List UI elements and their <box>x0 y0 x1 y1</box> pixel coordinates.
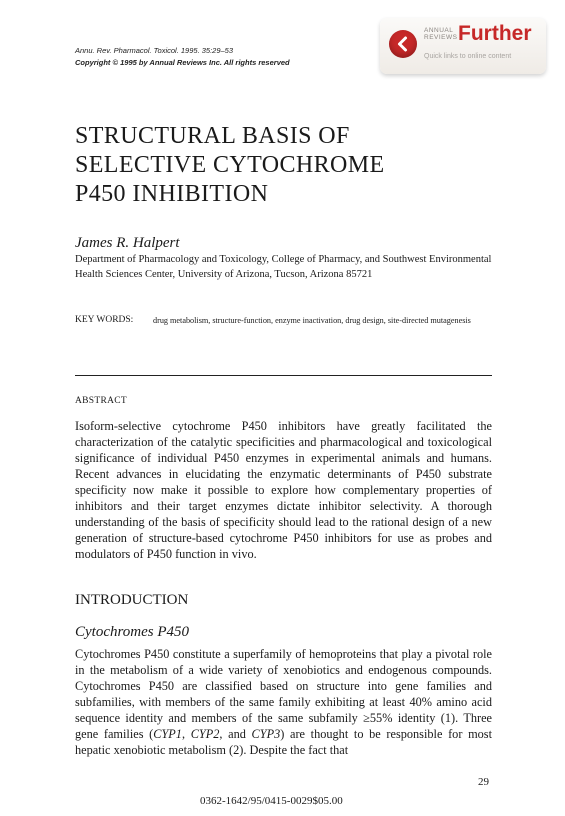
introduction-paragraph: Cytochromes P450 constitute a superfamily of hemoproteins that play a pivotal role in the metabolism of a wide variety of xenobiotics and endogenous compounds. Cytochromes P450 are classified based on structure into gene families and subfamilies, with members of the same family exhibiting at least 40% amino acid sequence identity and members of the same subfamily ≥55% identity (1). Three gene families (CYP1, CYP2, and CYP3) are thought to be responsible for most hepatic xenobiotic metabolism (2). Despite the fact that <box>75 647 492 757</box>
page-number: 29 <box>478 776 489 788</box>
author-affiliation: Department of Pharmacology and Toxicology, College of Pharmacy, and Southwest Environmental Health Sciences Center, University of Arizona, Tucson, Arizona 85721 <box>75 254 492 280</box>
keywords-label: KEY WORDS: <box>75 315 134 325</box>
article-code: 0362-1642/95/0415-0029$05.00 <box>200 795 343 807</box>
annual-reviews-logo-text: ANNUAL REVIEWS <box>424 27 458 41</box>
author-name: James R. Halpert <box>75 235 180 251</box>
abstract-body: Isoform-selective cytochrome P450 inhibitors have greatly facilitated the characterization of the catalytic specificities and pharmacological and toxicological significance of individual P450 enzymes in experimental animals and humans. Recent advances in elucidating the enzymatic determinants of P450 substrate specificity now make it possible to explore how complementary properties of inhibitors and their target enzymes dictate inhibitor selectivity. A thorough understanding of the basis of specificity should lead to the rational design of a new generation of structure-based cytochrome P450 inhibitors for use as probes and modulators of P450 function in vivo. <box>75 419 492 561</box>
further-tagline: Quick links to online content <box>424 53 512 60</box>
gene-family-name: CYP1 <box>153 727 182 741</box>
title-line: STRUCTURAL BASIS OF <box>75 123 350 149</box>
further-title: Further <box>458 22 532 45</box>
subsection-heading: Cytochromes P450 <box>75 624 190 640</box>
gene-family-name: CYP2 <box>190 727 220 741</box>
further-badge[interactable] <box>380 18 546 74</box>
title-line: P450 INHIBITION <box>75 181 269 207</box>
gene-family-name: CYP3 <box>251 727 281 741</box>
title-line: SELECTIVE CYTOCHROME <box>75 152 385 178</box>
article-title <box>75 122 385 209</box>
chevron-left-icon[interactable] <box>389 30 417 58</box>
keywords-list: drug metabolism, structure-function, enzyme inactivation, drug design, site-directed mutagenesis <box>153 316 471 325</box>
section-divider <box>75 375 492 376</box>
copyright-notice: Copyright © 1995 by Annual Reviews Inc. All rights reserved <box>75 58 290 67</box>
journal-citation: Annu. Rev. Pharmacol. Toxicol. 1995. 35:29–53 <box>75 46 234 55</box>
introduction-heading: INTRODUCTION <box>75 592 189 608</box>
abstract-heading: ABSTRACT <box>75 396 128 406</box>
